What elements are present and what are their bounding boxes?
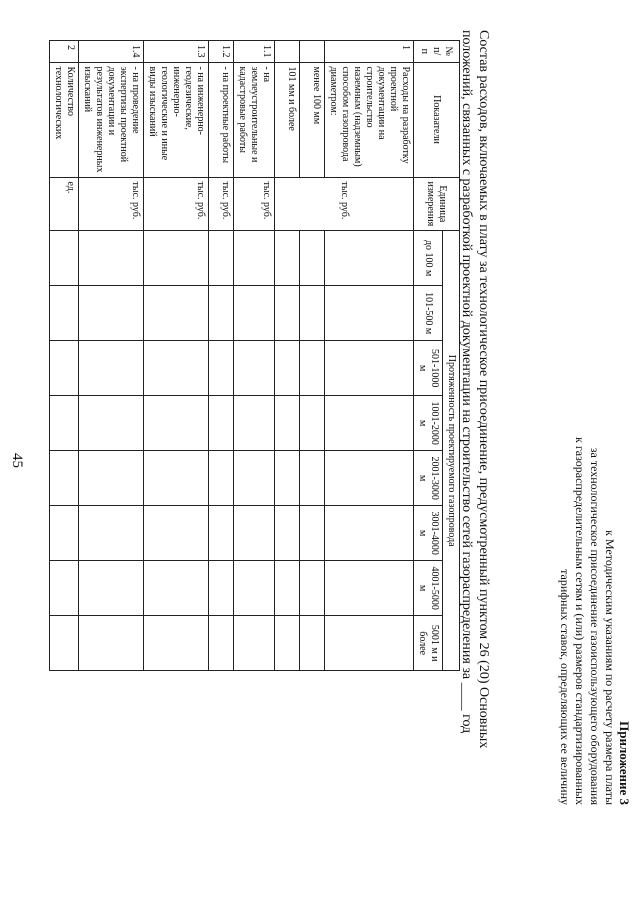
appendix-line: тарифных ставок, определяющих ее величину bbox=[558, 569, 572, 805]
row-unit: тыс. руб. bbox=[275, 177, 414, 231]
row-unit: тыс. руб. bbox=[144, 177, 209, 231]
header-indicator: Показатели bbox=[414, 62, 460, 177]
table-row bbox=[300, 41, 325, 671]
heading-line-1: Состав расходов, включаемых в плату за технологическое присоединение, предусмотренный пунктом 26 (20) Основных bbox=[476, 30, 491, 749]
row-unit: тыс. руб. bbox=[209, 177, 234, 231]
appendix-line: к Методическим указаниям по расчету размера платы bbox=[603, 530, 617, 805]
row-num bbox=[300, 41, 325, 63]
row-indicator: - на проектные работы bbox=[209, 62, 234, 177]
header-length-group: Протяженность проектируемого газопровода bbox=[443, 231, 460, 671]
row-indicator: менее 100 мм bbox=[300, 62, 325, 177]
page-number: 45 bbox=[9, 453, 25, 468]
table-row bbox=[144, 41, 209, 671]
row-indicator: Количество технологических bbox=[50, 62, 79, 177]
row-unit: тыс. руб. bbox=[79, 177, 144, 231]
table-row bbox=[79, 41, 144, 671]
table-row bbox=[234, 41, 275, 671]
row-indicator: - на проведение экспертизы проектной документации и результатов инженерных изысканий bbox=[79, 62, 144, 177]
row-num bbox=[275, 41, 300, 63]
row-num: 2 bbox=[50, 41, 79, 63]
header-range: 3001-4000 м bbox=[414, 506, 443, 561]
row-num: 1.4 bbox=[79, 41, 144, 63]
header-range: 4001-5000 м bbox=[414, 561, 443, 616]
table-row bbox=[50, 41, 79, 671]
row-num: 1.2 bbox=[209, 41, 234, 63]
appendix-line: к газораспределительным сетям и (или) размеров стандартизированных bbox=[573, 437, 587, 805]
row-unit: тыс. руб. bbox=[234, 177, 275, 231]
table-row bbox=[325, 41, 414, 671]
row-num: 1.3 bbox=[144, 41, 209, 63]
appendix-line: за технологическое присоединение газоиспользующего оборудования bbox=[588, 447, 602, 805]
row-indicator: 101 мм и более bbox=[275, 62, 300, 177]
row-num: 1.1 bbox=[234, 41, 275, 63]
row-indicator: Расходы на разработку проектной документации на строительство наземным (надземным) способом газопровода диаметром: bbox=[325, 62, 414, 177]
header-range: 101-500 м bbox=[414, 286, 443, 341]
header-num: № п/п bbox=[414, 41, 460, 63]
appendix-title: Приложение 3 bbox=[617, 721, 632, 805]
header-range: до 100 м bbox=[414, 231, 443, 286]
table-row bbox=[209, 41, 234, 671]
header-range: 501-1000 м bbox=[414, 341, 443, 396]
row-num: 1 bbox=[325, 41, 414, 63]
cost-table bbox=[49, 40, 460, 671]
row-indicator: - на инженерно-геодезические, инженерно-геологические и иные виды изысканий bbox=[144, 62, 209, 177]
document-heading bbox=[458, 30, 492, 870]
header-range: 2001-3000 м bbox=[414, 451, 443, 506]
header-range: 5001 м и более bbox=[414, 616, 443, 671]
table-row bbox=[275, 41, 300, 671]
header-range: 1001-2000 м bbox=[414, 396, 443, 451]
appendix-caption bbox=[557, 265, 632, 805]
header-unit: Единица измерения bbox=[414, 177, 460, 231]
row-unit: ед. bbox=[50, 177, 79, 231]
row-indicator: - на землеустроительные и кадастровые работы bbox=[234, 62, 275, 177]
heading-line-2: положений, связанных с разработкой проектной документации на строительство сетей газораспределения за ____ год bbox=[459, 30, 474, 734]
